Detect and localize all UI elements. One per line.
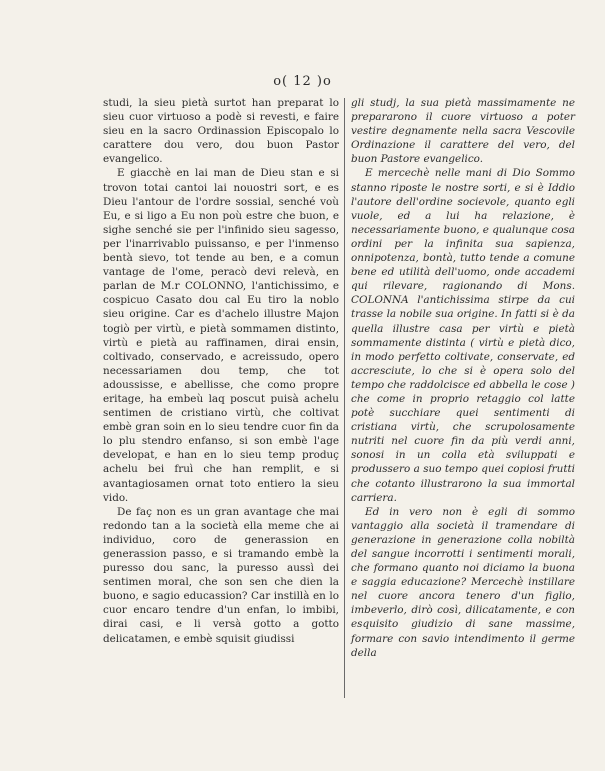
- right-paragraph-1: gli studj, la sua pietà massimamente ne prepararono il cuore virtuoso a poter vestire degnamente nella sacra Vescovile Ordinazione il carattere del vero, del buon Pastore evangelico.: [351, 97, 575, 166]
- left-paragraph-3: De faç non es un gran avantage che mai redondo tan a la società ella meme che ai individuo, coro de generassion en generassion passo, e si tramando embè la puresso dou sanc, la puresso aussì dei sentimen moral, che son sen che dien la buono, e sagio educassion? Car instillà en lo cuor encaro tendre d'un enfan, lo imbibi, dirai casi, e li versà gotto a gotto delicatamen, e embè squisit giudissi: [103, 505, 339, 645]
- left-paragraph-1: studi, la sieu pietà surtot han preparat lo sieu cuor virtuoso a podè si revesti, e faire sieu en la sacro Ordinassion Episcopalo lo carattere dou vero, dou buon Pastor evangelico.: [103, 97, 339, 166]
- page-number: o( 12 )o: [273, 74, 332, 89]
- left-column-dialect-text: [103, 96, 339, 646]
- right-paragraph-3: Ed in vero non è egli di sommo vantaggio alla società il tramendare di generazione in generazione colla nobiltà del sangue incorrotti i sentimenti morali, che formano quanto noi diciamo la buona e saggia educazione? Mercechè instillare nel cuore ancora tenero d'un figlio, imbeverlo, dirò così, dilicatamente, e con esquisito giudizio di sane massime, formare con savio intendimento il germe della: [351, 505, 575, 659]
- right-paragraph-2: E mercechè nelle mani di Dio Sommo stanno riposte le nostre sorti, e si è Iddio l'autore dell'ordine socievole, quanto egli vuole, ed a lui ha relazione, è necessariamente buono, e qualunque cosa ordini per la infinita sua sapienza, onnipotenza, bontà, tutto tende a comune bene ed utilità dell'uomo, onde accademi qui rilevare, ragionando di Mons. COLONNA l'antichissima stirpe da cui trasse la nobile sua origine. In fatti si è da quella illustre casa per virtù e pietà sommamente distinta ( virtù e pietà dico, in modo perfetto coltivate, conservate, ed accresciute, lo che si è opera solo del tempo che raddolcisce ed abbella le cose ) che come in proprio retaggio col latte potè succhiare quei sentimenti di cristiana virtù, che scrupolosamente nutriti nel cuore fin da più verdi anni, sonosi in un colla età sviluppati e produssero a suo tempo quei copiosi frutti che cotanto illustrarono la sua immortal carriera.: [351, 167, 575, 504]
- right-column-italian-text: [351, 96, 575, 660]
- column-divider: [344, 98, 345, 698]
- left-paragraph-2: E giacchè en lai man de Dieu stan e si trovon totai cantoi lai nouostri sort, e es Dieu l'antour de l'ordre sossial, senché voù Eu, e si ligo a Eu non poù estre che buon, e sighe senché sie per l'infinido sieu sagesso, per l'inarrivablo puissanso, e per l'inmenso bentà sievo, tot tende au ben, e a comun vantage de l'ome, peracò devi relevà, en parlan de M.r COLONNO, l'antichissimo, e cospicuo Casato dou cal Eu tiro la noblo sieu origine. Car es d'achelo illustre Majon togiò per virtù, e pietà sommamen distinto, virtù e pietà au raffinamen, dirai ensin, coltivado, conservado, e acreissudo, opero necessariamen dou temp, che tot adoussisse, e abellisse, che como propre eritage, ha embeù laq poscut puisà achelu sentimen de cristiano virtù, che coltivat embè gran soin en lo sieu tendre cuor fin da lo plu stendro enfanso, si son embè l'age developat, e han en lo sieu temp produç achelu bei fruì che han remplit, e si avantagiosamen ornat toto entiero la sieu vido.: [103, 167, 339, 504]
